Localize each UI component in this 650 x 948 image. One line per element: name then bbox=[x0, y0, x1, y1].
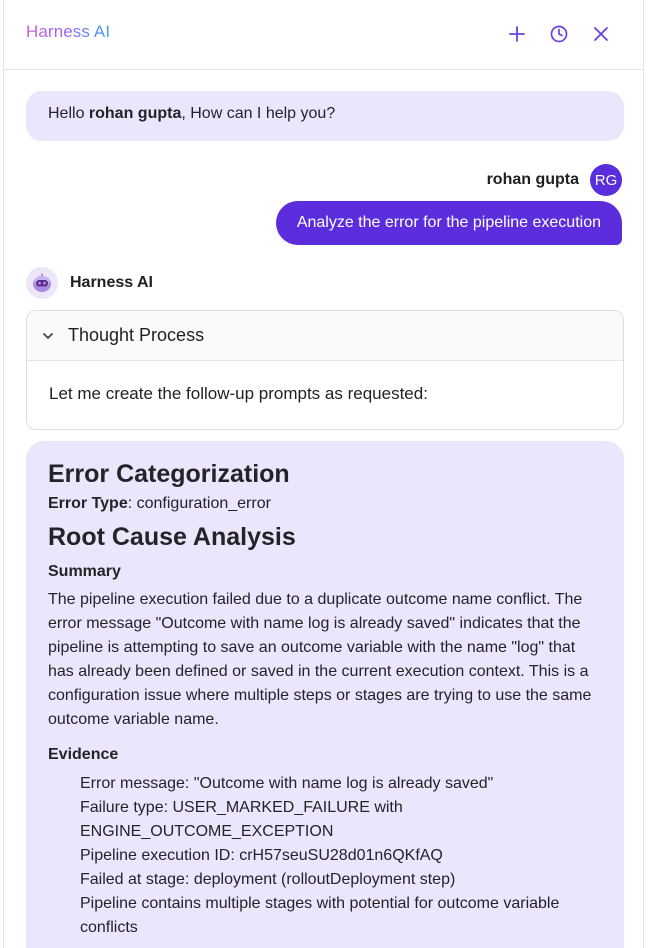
greeting-message bbox=[26, 91, 624, 141]
list-item: Pipeline contains multiple stages with potential for outcome variable conflicts bbox=[80, 895, 560, 936]
evidence-list bbox=[48, 772, 602, 940]
clock-icon bbox=[549, 24, 569, 44]
root-cause-heading: Root Cause Analysis bbox=[48, 523, 296, 551]
chevron-down-icon bbox=[40, 328, 56, 344]
summary-heading: Summary bbox=[48, 563, 121, 580]
evidence-heading: Evidence bbox=[48, 746, 119, 763]
error-type-line bbox=[48, 492, 602, 516]
list-item: Failed at stage: deployment (rolloutDeployment step) bbox=[80, 871, 456, 888]
greeting-prefix: Hello bbox=[48, 105, 89, 122]
greeting-suffix: , How can I help you? bbox=[181, 105, 336, 122]
ai-bot-icon bbox=[30, 271, 54, 295]
assistant-header bbox=[26, 267, 153, 299]
thought-process-text: Let me create the follow-up prompts as requested: bbox=[49, 384, 428, 403]
thought-process-toggle[interactable] bbox=[27, 311, 623, 361]
error-type-label: Error Type bbox=[48, 495, 128, 512]
user-avatar: RG bbox=[590, 164, 622, 196]
plus-icon bbox=[507, 24, 527, 44]
greeting-user-name: rohan gupta bbox=[88, 105, 182, 122]
close-button[interactable] bbox=[589, 22, 613, 46]
list-item: Error message: "Outcome with name log is already saved" bbox=[80, 775, 494, 792]
assistant-name: Harness AI bbox=[70, 274, 153, 291]
list-item: Pipeline execution ID: crH57seuSU28d01n6QKfAQ bbox=[80, 847, 443, 864]
panel-header bbox=[4, 0, 644, 70]
user-name: rohan gupta bbox=[486, 171, 579, 188]
thought-process-panel bbox=[26, 310, 624, 430]
error-type-value: : configuration_error bbox=[127, 495, 271, 512]
history-button[interactable] bbox=[547, 22, 571, 46]
user-message-bubble: Analyze the error for the pipeline execution bbox=[276, 201, 622, 245]
assistant-response bbox=[26, 441, 624, 948]
assistant-avatar bbox=[26, 267, 58, 299]
panel-title: Harness AI bbox=[26, 22, 111, 41]
list-item: Failure type: USER_MARKED_FAILURE with ENGINE_OUTCOME_EXCEPTION bbox=[80, 799, 403, 840]
user-message-header bbox=[487, 164, 622, 196]
summary-text: The pipeline execution failed due to a duplicate outcome name conflict. The error message "Outcome with name log is already saved" indicates that the pipeline is attempting to save an outcome variable with the name "log" that has already been defined or saved in the current execution context. This is a configuration issue where multiple steps or stages are trying to use the same outcome variable name. bbox=[48, 591, 592, 728]
new-chat-button[interactable] bbox=[505, 22, 529, 46]
close-icon bbox=[591, 24, 611, 44]
error-categorization-heading: Error Categorization bbox=[48, 460, 290, 488]
thought-process-title: Thought Process bbox=[68, 325, 205, 345]
ai-chat-panel bbox=[3, 0, 644, 948]
